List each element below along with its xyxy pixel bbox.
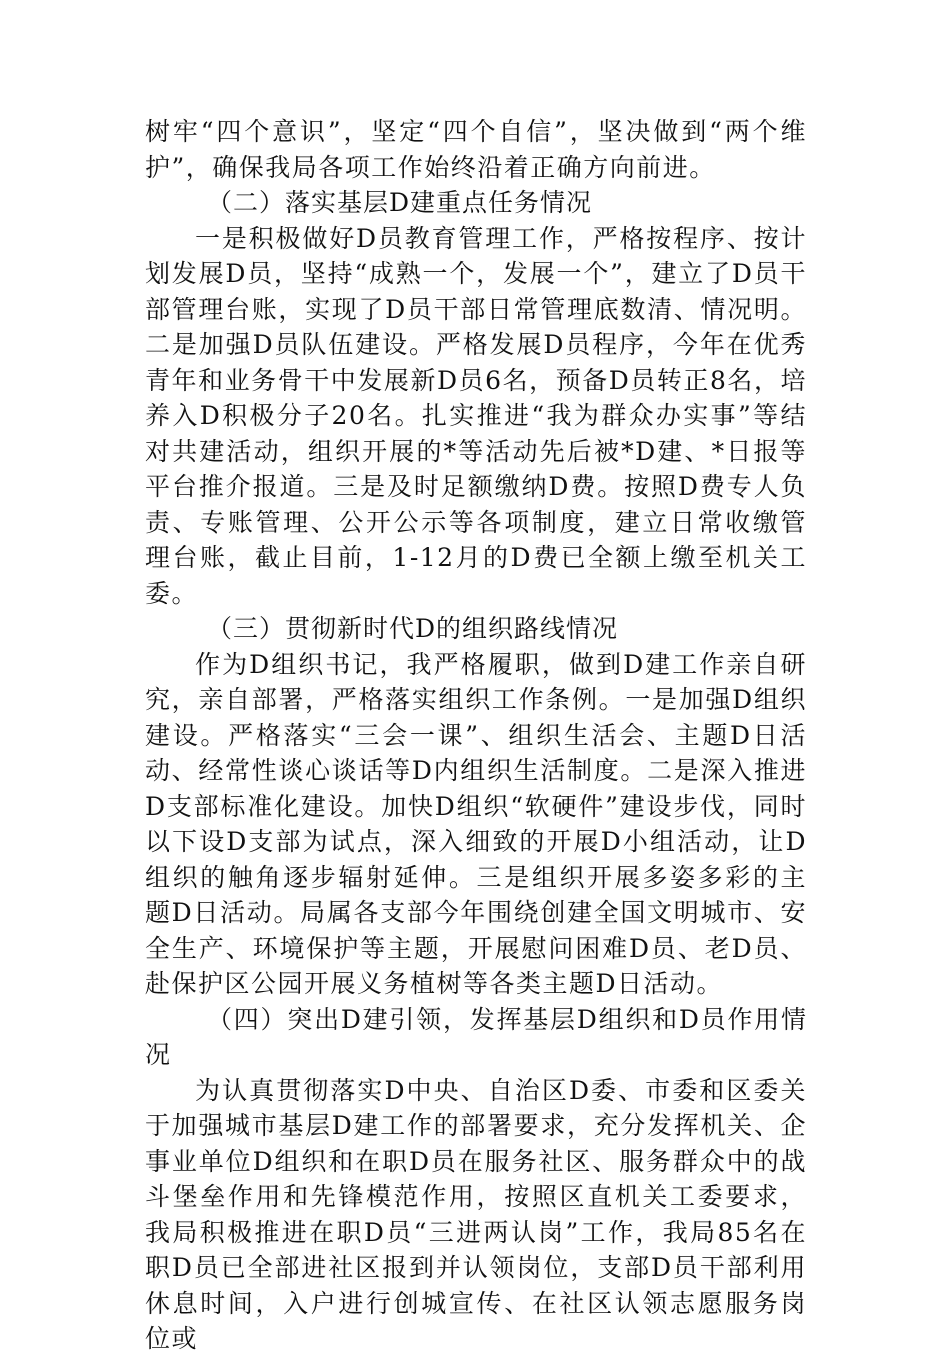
section-heading-4: （四）突出D建引领，发挥基层D组织和D员作用情况	[145, 1004, 807, 1069]
section-heading-2: （二）落实基层D建重点任务情况	[207, 188, 593, 217]
body-paragraph: 为认真贯彻落实D中央、自治区D委、市委和区委关于加强城市基层D建工作的部署要求，充分发挥机关、企事业单位D组织和在职D员在服务社区、服务群众中的战斗堡垒作用和先锋模范作用，按照区直机关工委要求，我局积极推进在职D员“三进两认岗”工作，我局85名在职D员已全部进社区报到并认领岗位，支部D员干部利用休息时间，入户进行创城宣传、在社区认领志愿服务岗位或	[145, 1075, 807, 1353]
body-paragraph: 一是积极做好D员教育管理工作，严格按程序、按计划发展D员，坚持“成熟一个，发展一个”，建立了D员干部管理台账，实现了D员干部日常管理底数清、情况明。二是加强D员队伍建设。严格发展D员程序，今年在优秀青年和业务骨干中发展新D员6名，预备D员转正8名，培养入D积极分子20名。扎实推进“我为群众办实事”等结对共建活动，组织开展的*等活动先后被*D建、*日报等平台推介报道。三是及时足额缴纳D费。按照D费专人负责、专账管理、公开公示等各项制度，建立日常收缴管理台账，截止目前，1-12月的D费已全额上缴至机关工委。	[145, 223, 807, 608]
body-paragraph: 作为D组织书记，我严格履职，做到D建工作亲自研究，亲自部署，严格落实组织工作条例。一是加强D组织建设。严格落实“三会一课”、组织生活会、主题D日活动、经常性谈心谈话等D内组织生活制度。二是深入推进D支部标准化建设。加快D组织“软硬件”建设步伐，同时以下设D支部为试点，深入细致的开展D小组活动，让D组织的触角逐步辐射延伸。三是组织开展多姿多彩的主题D日活动。局属各支部今年围绕创建全国文明城市、安全生产、环境保护等主题，开展慰问困难D员、老D员、赴保护区公园开展义务植树等各类主题D日活动。	[145, 649, 807, 998]
continuation-paragraph: 树牢“四个意识”，坚定“四个自信”，坚决做到“两个维护”，确保我局各项工作始终沿着正确方向前进。	[145, 117, 807, 182]
document-body	[145, 114, 807, 1357]
section-heading-3: （三）贯彻新时代D的组织路线情况	[207, 614, 619, 643]
